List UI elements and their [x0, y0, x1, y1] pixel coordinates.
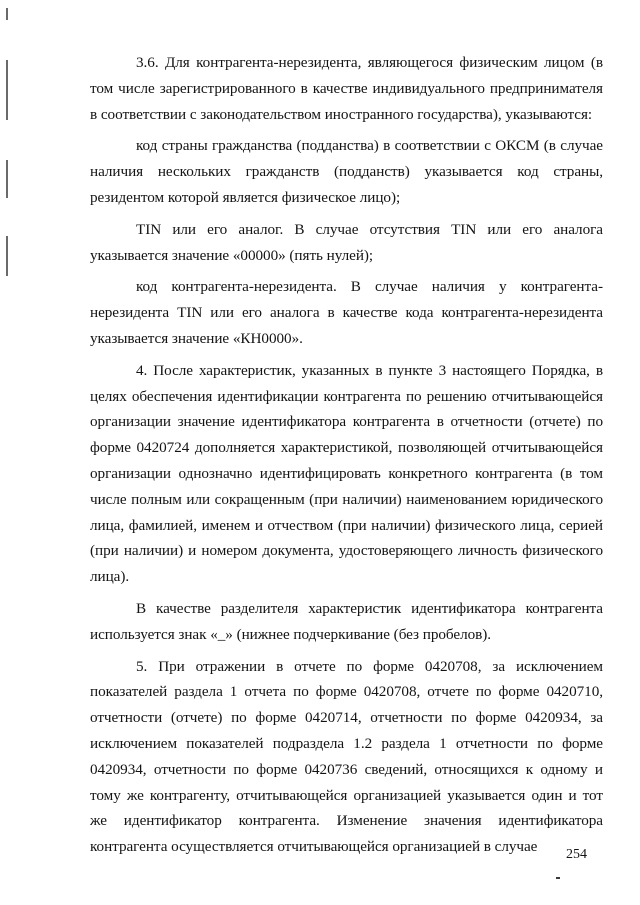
- paragraph-separator: В качестве разделителя характеристик идентификатора контрагента используется знак «_» (нижнее подчеркивание (без пробелов).: [90, 599, 603, 643]
- document-body: [90, 50, 603, 860]
- scan-margin-mark: [6, 60, 8, 120]
- scan-margin-mark: [6, 160, 8, 198]
- page-number: 254: [566, 847, 587, 862]
- paragraph-4: 4. После характеристик, указанных в пункте 3 настоящего Порядка, в целях обеспечения идентификации контрагента по решению отчитывающейся организации значение идентификатора контрагента в отчетности (отчете) по форме 0420724 дополняется характеристикой, позволяющей отчитывающейся организации однозначно идентифицировать конкретного контрагента (в том числе полным или сокращенным (при наличии) наименованием юридического лица, фамилией, именем и отчеством (при наличии) физического лица, серией (при наличии) и номером документа, удостоверяющего личность физического лица).: [90, 361, 603, 586]
- scan-margin-mark: [6, 236, 8, 276]
- paragraph-5: 5. При отражении в отчете по форме 0420708, за исключением показателей раздела 1 отчета по форме 0420708, отчете по форме 0420710, отчетности (отчете) по форме 0420714, отчетности по форме 0420934, за исключением показателей подраздела 1.2 раздела 1 отчетности по форме 0420934, отчетности по форме 0420736 сведений, относящихся к одному и тому же контрагенту, отчитывающейся организацией указывается один и тот же идентификатор контрагента. Изменение значения идентификатора контрагента осуществляется отчитывающейся организацией в случае: [90, 657, 603, 856]
- scan-margin-mark: [6, 8, 8, 20]
- paragraph-country-code: код страны гражданства (подданства) в соответствии с ОКСМ (в случае наличия нескольких гражданств (подданств) указывается код страны, резидентом которой является физическое лицо);: [90, 137, 603, 206]
- paragraph-3-6: 3.6. Для контрагента-нерезидента, являющегося физическим лицом (в том числе зарегистрированного в качестве индивидуального предпринимателя в соответствии с законодательством иностранного государства), указываются:: [90, 54, 603, 123]
- paragraph-tin: TIN или его аналог. В случае отсутствия TIN или его аналога указывается значение «00000» (пять нулей);: [90, 220, 603, 264]
- paragraph-nonresident-code: код контрагента-нерезидента. В случае наличия у контрагента-нерезидента TIN или его аналога в качестве кода контрагента-нерезидента указывается значение «КН0000».: [90, 278, 603, 347]
- scan-speck: [556, 877, 560, 879]
